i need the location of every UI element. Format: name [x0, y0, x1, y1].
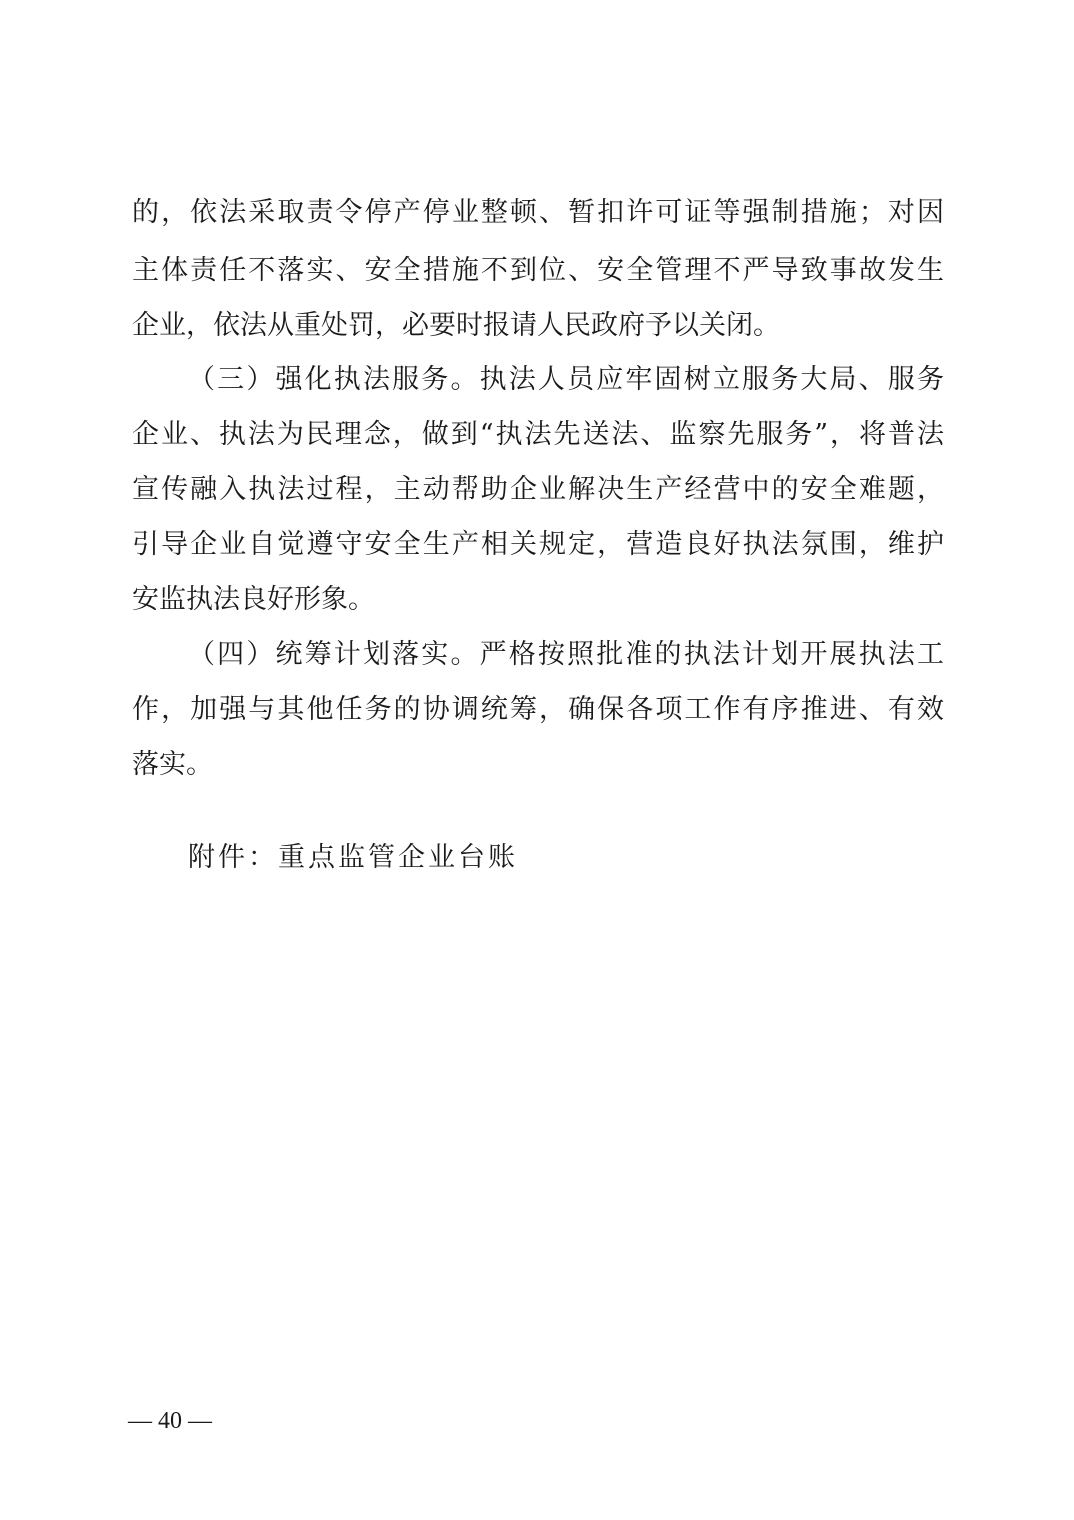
section-4-heading-line: （四）统筹计划落实。严格按照批准的执法计划开展执法工: [188, 639, 944, 670]
body-line: 宣传融入执法过程，主动帮助企业解决生产经营中的安全难题，: [132, 474, 944, 505]
body-line: 引导企业自觉遵守安全生产相关规定，营造良好执法氛围，维护: [132, 529, 944, 560]
body-line: 的，依法采取责令停产停业整顿、暂扣许可证等强制措施；对因: [132, 197, 944, 228]
body-line: 企业，依法从重处罚，必要时报请人民政府予以关闭。: [132, 310, 780, 341]
section-3-heading-line: （三）强化执法服务。执法人员应牢固树立服务大局、服务: [188, 364, 944, 395]
page-number: — 40 —: [128, 1408, 212, 1434]
body-line: 主体责任不落实、安全措施不到位、安全管理不严导致事故发生: [132, 255, 944, 286]
body-line: 作，加强与其他任务的协调统筹，确保各项工作有序推进、有效: [132, 694, 944, 725]
attachment-note: 附件：重点监管企业台账: [188, 842, 518, 873]
body-line: 安监执法良好形象。: [132, 584, 375, 615]
body-line: 企业、执法为民理念，做到“执法先送法、监察先服务”，将普法: [132, 419, 944, 450]
body-line: 落实。: [132, 749, 213, 780]
